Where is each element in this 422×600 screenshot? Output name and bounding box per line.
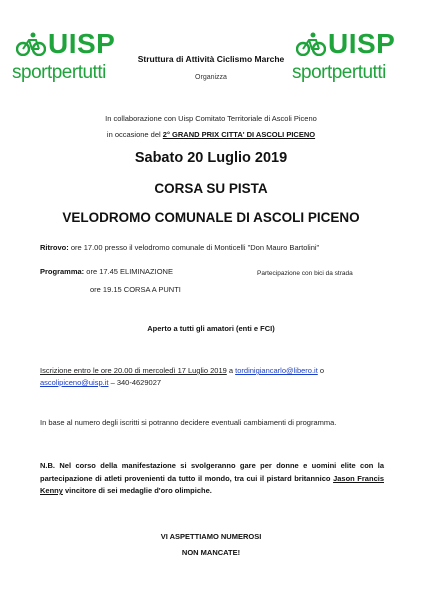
registration-line-2 bbox=[40, 378, 161, 387]
closing-line-2: NON MANCATE! bbox=[181, 548, 241, 557]
header-title: Struttura di Attività Ciclismo Marche bbox=[137, 54, 285, 64]
cyclist-icon bbox=[296, 32, 326, 56]
ritrovo-label: Ritrovo: bbox=[40, 243, 69, 252]
email-link-2[interactable]: ascolipiceno@uisp.it bbox=[40, 378, 109, 387]
registration-line bbox=[40, 366, 324, 375]
programma-line bbox=[40, 267, 173, 276]
occasion-prefix: in occasione del bbox=[106, 130, 163, 139]
uisp-logo-right bbox=[292, 28, 410, 90]
closing-line-1: VI ASPETTIAMO NUMEROSI bbox=[160, 532, 262, 541]
uisp-logo-left bbox=[12, 28, 130, 90]
programma-label: Programma: bbox=[40, 267, 85, 276]
ritrovo-text: ore 17.00 presso il velodromo comunale di Monticelli "Don Mauro Bartolini" bbox=[68, 243, 320, 252]
open-to-all-line: Aperto a tutti gli amatori (enti e FCI) bbox=[147, 324, 275, 333]
registration-deadline: Iscrizione entro le ore 20.00 di mercoledì 17 Luglio 2019 bbox=[40, 366, 227, 375]
nb-part-1: N.B. Nel corso della manifestazione si svolgeranno gare per donne e uomini elite con la partecipazione di atleti provenienti da tutto il mondo, tra cui il pistard britannico bbox=[40, 461, 384, 483]
collaboration-line: In collaborazione con Uisp Comitato Territoriale di Ascoli Piceno bbox=[105, 114, 317, 123]
partecipazione-note: Partecipazione con bici da strada bbox=[257, 270, 353, 277]
occasion-line bbox=[0, 130, 422, 139]
registration-or: o bbox=[317, 366, 325, 375]
email-link-1[interactable]: tordinigiancarlo@libero.it bbox=[235, 366, 318, 375]
nb-part-2: vincitore di sei medaglie d'oro olimpiche. bbox=[62, 486, 212, 495]
event-type: CORSA SU PISTA bbox=[154, 181, 268, 196]
occasion-event: 2° GRAND PRIX CITTA' DI ASCOLI PICENO bbox=[162, 130, 316, 139]
phone-number: – 340-4629027 bbox=[108, 378, 162, 387]
logo-tagline: sportpertutti bbox=[12, 62, 106, 83]
program-change-note: In base al numero degli iscritti si potranno decidere eventuali cambiamenti di programma. bbox=[40, 418, 337, 427]
athlete-name: Jason Francis Kenny bbox=[40, 473, 384, 495]
programma-item-2: ore 19.15 CORSA A PUNTI bbox=[90, 285, 181, 294]
logo-tagline: sportpertutti bbox=[292, 62, 386, 83]
registration-connector: a bbox=[226, 366, 236, 375]
nb-paragraph bbox=[40, 460, 384, 498]
event-date: Sabato 20 Luglio 2019 bbox=[134, 150, 288, 166]
ritrovo-line bbox=[40, 243, 319, 252]
logo-brand: UISP bbox=[48, 28, 116, 59]
cyclist-icon bbox=[16, 32, 46, 56]
event-venue: VELODROMO COMUNALE DI ASCOLI PICENO bbox=[62, 210, 360, 225]
header-organizza: Organizza bbox=[195, 74, 227, 81]
programma-item-1: ore 17.45 ELIMINAZIONE bbox=[84, 267, 173, 276]
logo-brand: UISP bbox=[328, 28, 396, 59]
